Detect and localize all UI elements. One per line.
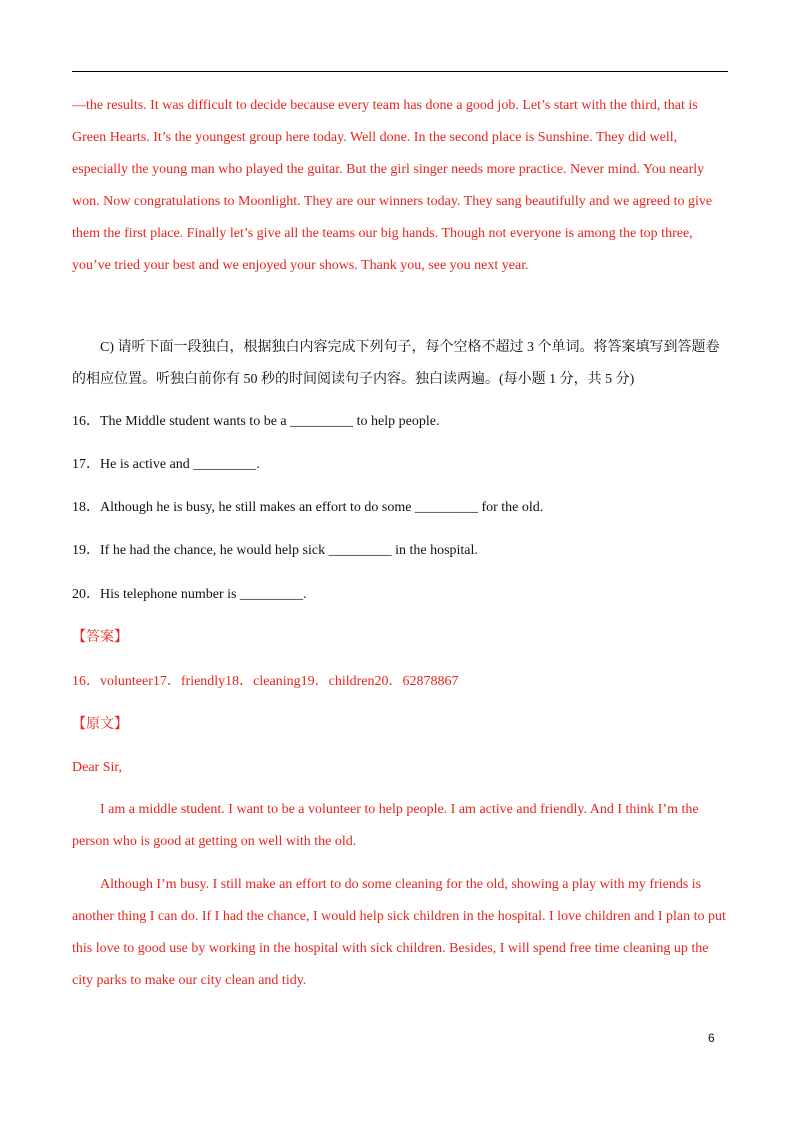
section-c-instructions: C) 请听下面一段独白，根据独白内容完成下列句子，每个空格不超过 3 个单词。将答案填写到答题卷的相应位置。听独白前你有 50 秒的时间阅读句子内容。独白读两遍。(每小题 1 分，共 5 分) <box>72 340 720 387</box>
letter-greeting: Dear Sir, <box>72 760 122 775</box>
header-rule <box>72 71 728 72</box>
answer-heading: 【答案】 <box>72 630 128 645</box>
question-16: 16．The Middle student wants to be a _________ to help people. <box>72 414 440 429</box>
question-17: 17．He is active and _________. <box>72 457 260 472</box>
page-number: 6 <box>708 1031 715 1045</box>
answer-line: 16．volunteer17．friendly18．cleaning19．children20．62878867 <box>72 674 459 689</box>
original-heading: 【原文】 <box>72 717 128 732</box>
letter-paragraph-2: Although I’m busy. I still make an effort to do some cleaning for the old, showing a play with my friends is another thing I can do. If I had the chance, I would help sick children in the hospital. I love children and I plan to put this love to good use by working in the hospital with sick children. Besides, I will spend free time cleaning up the city parks to make our city clean and tidy. <box>72 877 726 988</box>
transcript-paragraph: —the results. It was difficult to decide because every team has done a good job. Let’s start with the third, that is Green Hearts. It’s the youngest group here today. Well done. In the second place is Sunshine. They did well, especially the young man who played the guitar. But the girl singer needs more practice. Never mind. You nearly won. Now congratulations to Moonlight. They are our winners today. They sang beautifully and we agreed to give them the first place. Finally let’s give all the teams our big hands. Though not everyone is among the top three, you’ve tried your best and we enjoyed your shows. Thank you, see you next year. <box>72 98 713 273</box>
letter-paragraph-1: I am a middle student. I want to be a volunteer to help people. I am active and friendly. And I think I’m the person who is good at getting on well with the old. <box>72 802 699 849</box>
question-19: 19．If he had the chance, he would help sick _________ in the hospital. <box>72 543 478 558</box>
question-18: 18．Although he is busy, he still makes an effort to do some _________ for the old. <box>72 500 544 515</box>
question-20: 20．His telephone number is _________. <box>72 587 307 602</box>
